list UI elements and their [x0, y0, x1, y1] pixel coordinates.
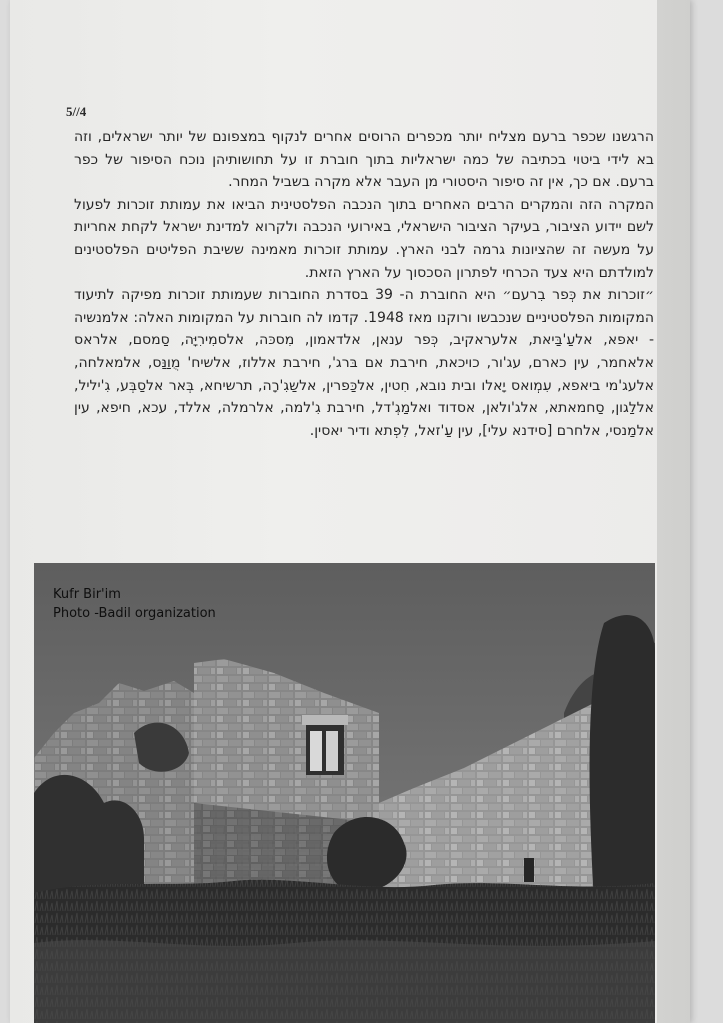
body-text	[74, 126, 654, 442]
page-number: 5//4	[66, 104, 87, 119]
caption-credit: Photo -Badil organization	[53, 606, 216, 621]
paragraph-1: הרגשנו שכפר ברעם מצליח יותר מכפרים הרוסים אחרים לנקוף במצפונם של יותר ישראלים, וזה בא לידי ביטוי בכתיבה של כמה ישראליות בתוך חוברת זו על תחושותיהן נוכח הסיפור של כפר ברעם. אם כך, אין זה סיפור היסטורי מן העבר אלא מקרה בשביל המחר.	[74, 129, 654, 191]
photo-caption	[53, 585, 216, 623]
caption-title: Kufr Bir'im	[53, 587, 121, 602]
page-edge-shadow	[657, 0, 690, 1023]
paragraph-2: המקרה הזה והמקרים הרבים האחרים בתוך הנכבה הפלסטינית הביאו את עמותת זוכרות לפעול לשם יידוע הציבור, בעיקר הציבור הישראלי, באירועי הנכבה ולקרוא למדינת ישראל לקחת אחריות על מעשה זה שהציונות גרמה לבני הארץ. עמותת זוכרות מאמינה ששיבת הפליטים הפלסטינים למולדתם היא צעד הכרחי לפתרון הסכסוך על הארץ הזאת.	[74, 196, 654, 281]
paragraph-3: ״זוכרות את כְּפר בִרעם״ היא החוברת ה- 39 בסדרת החוברות שעמותת זוכרות מפיקה לתיעוד המקומות הפלסטיניים שנכבשו ורוקנו מאז 1948. קדמו לה חוברות על המקומות האלה: אלמנשיה - יאפא, אלעַ'בַּיאת, אלעראקיב, כְּפר ענאן, אלדאמון, מִסכּה, אלסמִירִיָּה, סַמסם, אלראס אלאחמר, עין כארם, עג'ור, כויכאת, חירבת אם בּרג', חירבת אללוז, אלשיח' מֻוַנַּס, אלמאלחה, אלעג'מי ביאפא, עִמְואס יָאלו ובית נובא, חִטין, אלכַּפרין, אלשַגִ'רָה, תרשיחא, בְּאר אלסַבְּע, גִ'יליל, אללַגון, סַחמאתא, אלג'ולאן, אסדוד ואלמַגְ'דל, חירבת גִ'למה, אלרמלה, אללד, עכא, חיפא, עין אלמַנסי, אלחרם [סידנא עלי], עין עַ'זאל, לִפְתא ודיר יאסין.	[74, 287, 655, 439]
ruins-photo	[34, 563, 655, 1023]
